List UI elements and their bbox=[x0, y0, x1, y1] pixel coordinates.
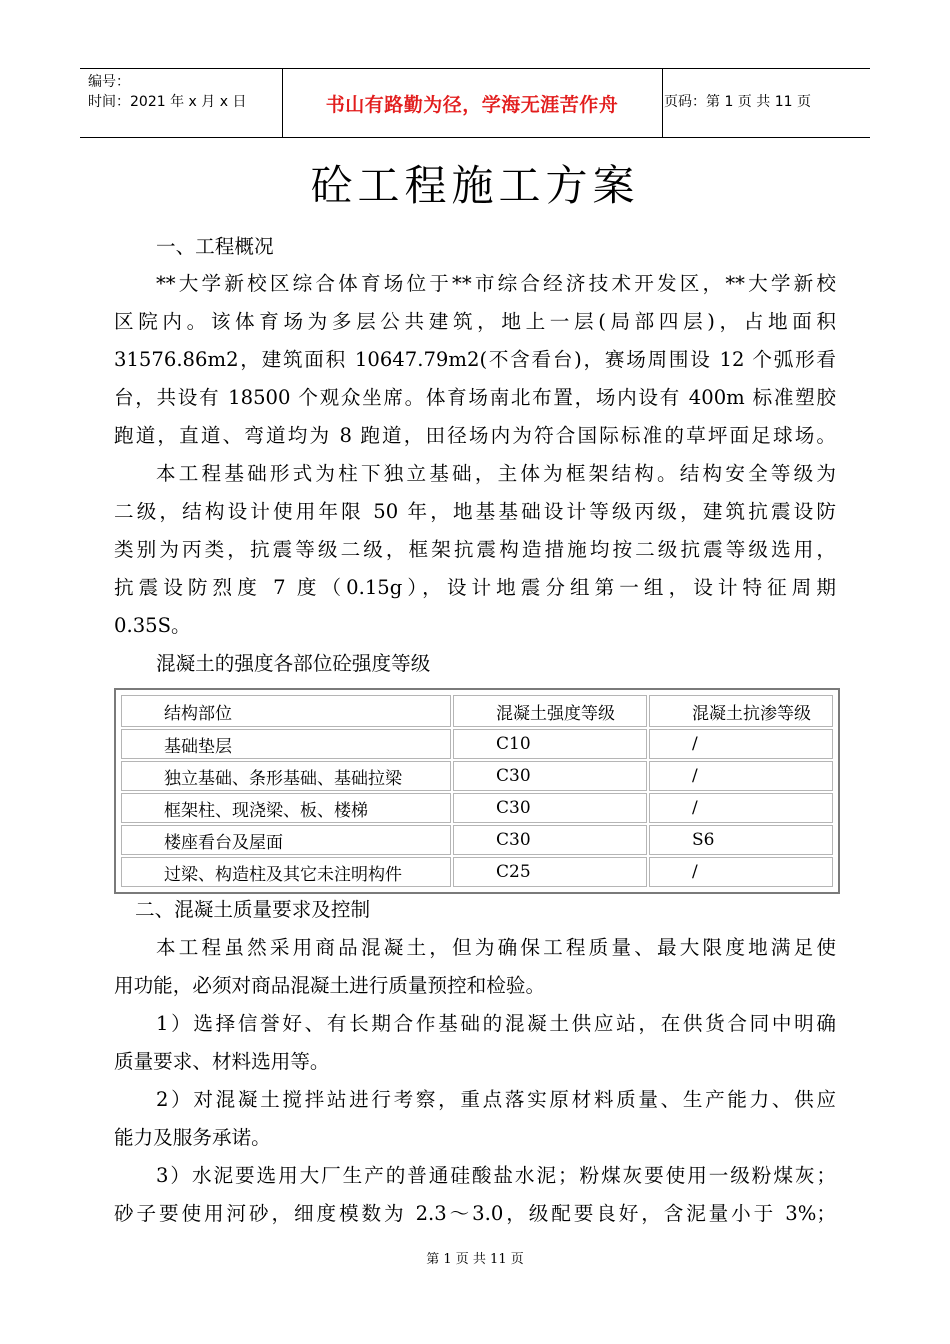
header-page-info: 页码：第 1 页 共 11 页 bbox=[664, 94, 811, 110]
paragraph-line: 本工程基础形式为柱下独立基础，主体为框架结构。结构安全等级为 bbox=[156, 462, 836, 485]
table-header-cell: 混凝土抗渗等级 bbox=[649, 695, 833, 727]
table-cell: / bbox=[649, 729, 833, 759]
table-header-cell: 结构部位 bbox=[121, 695, 451, 727]
table-row bbox=[121, 729, 833, 759]
table-cell: 楼座看台及屋面 bbox=[121, 825, 451, 855]
paragraph-line: 抗震设防烈度 7 度（0.15g），设计地震分组第一组，设计特征周期 bbox=[114, 576, 836, 599]
table-cell: C30 bbox=[453, 825, 647, 855]
paragraph-line: 台，共设有 18500 个观众坐席。体育场南北布置，场内设有 400m 标准塑胶 bbox=[114, 386, 836, 409]
header-meta bbox=[88, 72, 246, 112]
table-cell: C30 bbox=[453, 761, 647, 791]
strength-table bbox=[114, 688, 840, 894]
paragraph-line: **大学新校区综合体育场位于**市综合经济技术开发区，**大学新校 bbox=[156, 272, 836, 295]
time-label: 时间：2021 年 x 月 x 日 bbox=[88, 94, 247, 110]
table-cell: S6 bbox=[649, 825, 833, 855]
page-footer: 第 1 页 共 11 页 bbox=[426, 1252, 524, 1267]
paragraph-line: 1）选择信誉好、有长期合作基础的混凝土供应站，在供货合同中明确 bbox=[156, 1012, 836, 1035]
table-caption: 混凝土的强度各部位砼强度等级 bbox=[156, 652, 431, 675]
document-title: 砼工程施工方案 bbox=[310, 161, 640, 210]
table-header-cell: 混凝土强度等级 bbox=[453, 695, 647, 727]
header-divider bbox=[662, 69, 663, 137]
table-header-row bbox=[121, 695, 833, 727]
table-cell: 过梁、构造柱及其它未注明构件 bbox=[121, 857, 451, 887]
header-motto: 书山有路勤为径，学海无涯苦作舟 bbox=[325, 93, 619, 116]
table-cell: 独立基础、条形基础、基础拉梁 bbox=[121, 761, 451, 791]
paragraph-line: 质量要求、材料选用等。 bbox=[114, 1050, 330, 1073]
paragraph-line: 跑道，直道、弯道均为 8 跑道，田径场内为符合国际标准的草坪面足球场。 bbox=[114, 424, 836, 447]
paragraph-line: 区院内。该体育场为多层公共建筑，地上一层(局部四层)，占地面积 bbox=[114, 310, 836, 333]
table-row bbox=[121, 793, 833, 823]
paragraph-line: 砂子要使用河砂，细度模数为 2.3～3.0，级配要良好，含泥量小于 3%； bbox=[114, 1202, 836, 1225]
section-heading: 一、工程概况 bbox=[156, 235, 274, 258]
paragraph-line: 能力及服务承诺。 bbox=[114, 1126, 271, 1149]
paragraph-line: 0.35S。 bbox=[114, 614, 191, 637]
table-cell: / bbox=[649, 793, 833, 823]
table-cell: C30 bbox=[453, 793, 647, 823]
paragraph-line: 本工程虽然采用商品混凝土，但为确保工程质量、最大限度地满足使 bbox=[156, 936, 836, 959]
paragraph-line: 用功能，必须对商品混凝土进行质量预控和检验。 bbox=[114, 974, 546, 997]
table-cell: / bbox=[649, 857, 833, 887]
paragraph-line: 二级，结构设计使用年限 50 年，地基基础设计等级丙级，建筑抗震设防 bbox=[114, 500, 836, 523]
number-label: 编号： bbox=[88, 74, 130, 90]
paragraph-line: 2）对混凝土搅拌站进行考察，重点落实原材料质量、生产能力、供应 bbox=[156, 1088, 836, 1111]
table-cell: C10 bbox=[453, 729, 647, 759]
table-row bbox=[121, 825, 833, 855]
table-row bbox=[121, 761, 833, 791]
paragraph-line: 类别为丙类，抗震等级二级，框架抗震构造措施均按二级抗震等级选用， bbox=[114, 538, 836, 561]
table-cell: 框架柱、现浇梁、板、楼梯 bbox=[121, 793, 451, 823]
table-cell: / bbox=[649, 761, 833, 791]
strength-table-grid bbox=[119, 693, 835, 889]
table-cell: 基础垫层 bbox=[121, 729, 451, 759]
section-heading: 二、混凝土质量要求及控制 bbox=[135, 898, 371, 921]
document-header bbox=[80, 68, 870, 138]
table-row bbox=[121, 857, 833, 887]
table-cell: C25 bbox=[453, 857, 647, 887]
paragraph-line: 31576.86m2，建筑面积 10647.79m2(不含看台)，赛场周围设 12 个弧形看 bbox=[114, 348, 836, 371]
paragraph-line: 3）水泥要选用大厂生产的普通硅酸盐水泥；粉煤灰要使用一级粉煤灰； bbox=[156, 1164, 836, 1187]
